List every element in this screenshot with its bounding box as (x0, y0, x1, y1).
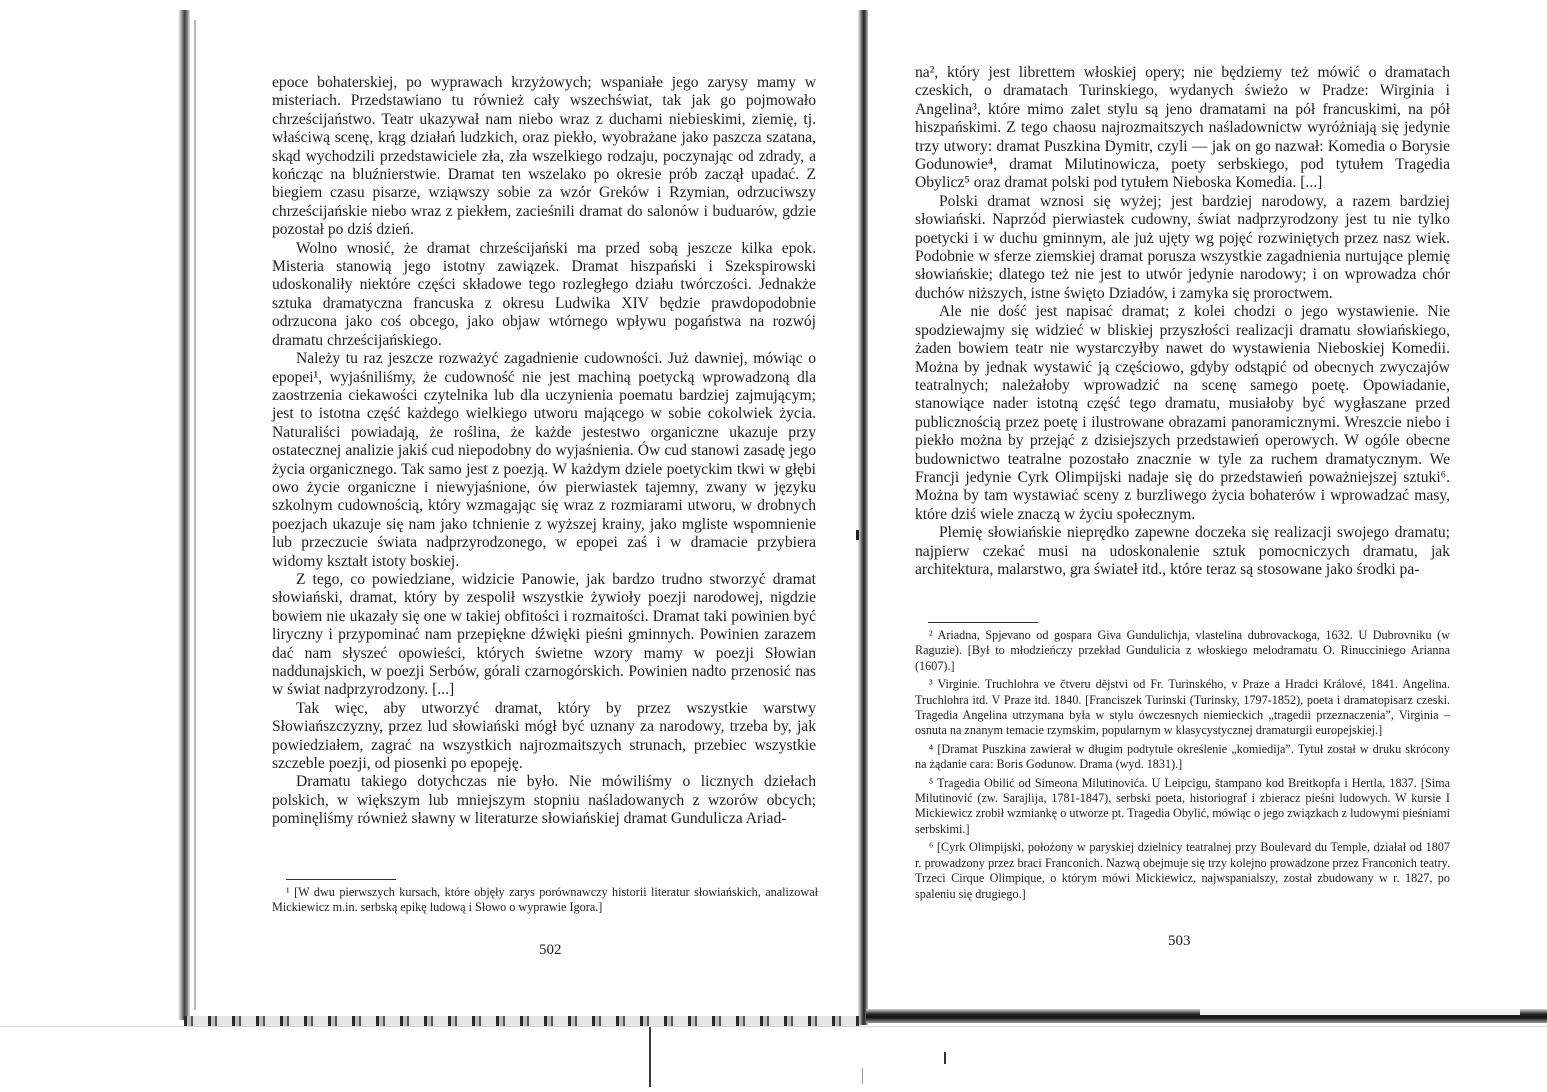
paragraph: Należy tu raz jeszcze rozważyć zagadnienie cudowności. Już dawniej, mówiąc o epopei¹, wyjaśniliśmy, że cudowność nie jest machiną poetycką wprowadzoną dla zaostrzenia ciekawości czytelnika lub dla uczynienia poematu bardziej zajmującym; jest to istotna część każdego wielkiego utworu mającego w sobie cokolwiek życia. Naturaliści powiadają, że roślina, że każde jestestwo organiczne ukazuje przy ostatecznej analizie jakiś cud niepodobny do wyjaśnienia. Ów cud stanowi zasadę jego życia organicznego. Tak samo jest z poezją. W każdym dziele poetyckim tkwi w głębi owo życie organiczne i niewyjaśnione, ów pierwiastek tajemny, zwany w języku szkolnym cudownością, który wzmagając się wraz z rozmiarami utworu, w drobnych poezjach ukazuje się nam jako tchnienie z wyższej krainy, jako mgliste wspomnienie lub przeczucie świata nadprzyrodzonego, w epopei zaś i w dramacie przybiera widomy kształt istoty boskiej. (272, 350, 816, 570)
paragraph: na², który jest librettem włoskiej opery; nie będziemy też mówić o dramatach czeskich, o dramatach Turinskiego, wydanych świeżo w Pradze: Wirginia i Angelina³, które mimo zalet stylu są jeno dramatami na pół francuskimi, na pół hiszpańskimi. Z tego chaosu najrozmaitszych naśladownictw wyróżniają się jedynie trzy utwory: dramat Puszkina Dymitr, czyli — jak on go nazwał: Komedia o Borysie Godunowie⁴, dramat Milutinowicza, poety serbskiego, pod tytułem Tragedia Obylicz⁵ oraz dramat polski pod tytułem Nieboska Komedia. [...] (915, 64, 1450, 192)
footnote: ¹ [W dwu pierwszych kursach, które objęły zarys porównawczy historii literatur słowiańskich, analizował Mickiewicz m.in. serbską epikę ludową i Słowo o wyprawie Igora.] (272, 885, 818, 915)
paragraph: Tak więc, aby utworzyć dramat, który by przez wszystkie warstwy Słowiańszczyzny, przez lud słowiański mógł być uznany za narodowy, trzeba by, jak powiedziałem, zagrać na wszystkich najrozmaitszych strunach, przebiec wszystkie szczeble poezji, od piosenki po epopeję. (272, 699, 816, 773)
footnote: ⁶ [Cyrk Olimpijski, położony w paryskiej dzielnicy teatralnej przy Boulevard du Temple, działał od 1807 r. prowadzony przez braci Franconich. Nazwą obejmuje się trzy kolejno prowadzone przez Franconich teatry. Trzeci Cirque Olimpique, o którym mówi Mickiewicz, najwspanialszy, został zbudowany w r. 1827, po spaleniu się drugiego.] (915, 840, 1450, 901)
footnote: ³ Virginie. Truchlohra ve čtveru dějstvi od Fr. Turinského, v Praze a Hradci Králové, 1841. Angelina. Truchlohra itd. V Praze itd. 1840. [Franciszek Turinski (Turinsky, 1797-1852), poeta i dramatopisarz czeski. Tragedia Angelina utrzymana była w stylu ówczesnych niemieckich „tragedii przeznaczenia”, Virginia – osnuta na znanym temacie rzymskim, popularnym w klasycystycznej dramaturgii europejskiej.] (915, 677, 1450, 738)
right-page-body (915, 64, 1450, 579)
paragraph: Dramatu takiego dotychczas nie było. Nie mówiliśmy o licznych dziełach polskich, w większym lub mniejszym stopniu naśladowanych z wzorów obcych; pominęliśmy również sławny w literaturze słowiańskiej dramat Gundulicza Ariad- (272, 773, 816, 828)
footnote: ⁵ Tragedia Obilić od Simeona Milutinovića. U Leipcigu, štampano kod Breitkopfa i Hertla, 1837. [Sima Milutinović (zw. Sarajlija, 1781-1847), serbski poeta, historiograf i zbieracz pieśni ludowych. W kursie I Mickiewicz zrobił wzmiankę o utworze pt. Tragedia Obylić, mówiąc o jego związkach z ludowymi pieśniami serbskimi.] (915, 775, 1450, 836)
footnote: ⁴ [Dramat Puszkina zawierał w długim podtytule określenie „komiedija”. Tytuł został w druku skrócony na żądanie cara: Boris Godunow. Drama (wyd. 1831).] (915, 741, 1450, 772)
gutter-mark (856, 530, 859, 540)
paragraph: epoce bohaterskiej, po wyprawach krzyżowych; wspaniałe jego zarysy mamy w misteriach. Przedstawiano tu również cały wszechświat, tak jak go pojmowało chrześcijaństwo. Teatr ukazywał nam niebo wraz z duchami niebieskimi, ziemię, tj. właściwą scenę, krąg działań ludzkich, oraz piekło, wyobrażane jako paszcza szatana, skąd wychodzili przedstawiciele zła, zła wszelkiego rodzaju, poczynając od zdrady, a kończąc na bluźnierstwie. Dramat ten wszelako po okresie prób zaczął upadać. Z biegiem czasu pisarze, wziąwszy sobie za wzór Greków i Rzymian, odrzuciwszy chrześcijańskie niebo wraz z piekłem, zacieśnili dramat do salonów i buduarów, gdzie pozostał po dziś dzień. (272, 74, 816, 239)
scan-bottom-edge-highlight (1200, 1009, 1520, 1015)
scan-bottom-vertical-line (649, 1027, 651, 1087)
scan-bottom-dash (862, 1068, 863, 1084)
scan-bottom-tick (944, 1052, 946, 1064)
page-number: 503 (1168, 933, 1191, 949)
footnote: ² Ariadna, Spjevano od gospara Giva Gundulichja, vlastelina dubrovackoga, 1632. U Dubrovniku (w Raguzie). [Był to młodzieńczy przekład Gundulicia z włoskiego melodramatu O. Rinucciniego Arianna (1607).] (915, 628, 1450, 673)
paragraph: Polski dramat wznosi się wyżej; jest bardziej narodowy, a razem bardziej słowiański. Naprzód pierwiastek cudowny, świat nadprzyrodzony jest tu nie tylko poetycki i w duchu gminnym, ale już ujęty wg pojęć rozwiniętych przez nasz wiek. Podobnie w sferze ziemskiej dramat porusza wszystkie zagadnienia nurtujące plemię słowiańskie; dlatego też nie jest to utwór jedynie narodowy; i on wprowadza chór duchów niższych, istne święto Dziadów, i zamyka się proroctwem. (915, 192, 1450, 302)
paragraph: Ale nie dość jest napisać dramat; z kolei chodzi o jego wystawienie. Nie spodziewajmy się widzieć w bliskiej przyszłości realizacji dramatu słowiańskiego, żaden bowiem teatr nie wystarczyłby nawet do wystawienia Nieboskiej Komedii. Można by jednak wystawić ją częściowo, gdyby odstąpić od obecnych zwyczajów teatralnych; należałoby wprowadzić na scenę samego poetę. Opowiadanie, stanowiące nader istotną część tego dramatu, musiałoby być wygłaszane przed publicznością przez poetę i ilustrowane obrazami panoramicznymi. Wreszcie niebo i piekło można by przejąć z dzisiejszych przedstawień operowych. W ogóle obecne budownictwo teatralne pozostało znacznie w tyle za ruchem dramatycznym. We Francji jedynie Cyrk Olimpijski nadaje się do przedstawień poważniejszej sztuki⁶. Można by tam wystawiać sceny z burzliwego życia bohaterów i wprowadzać masy, które dziś wiele znaczą w życiu społecznym. (915, 303, 1450, 523)
paragraph: Plemię słowiańskie nieprędko zapewne doczeka się realizacji swojego dramatu; najpierw czekać musi na udoskonalenie sztuk pomocniczych dramatu, jak architektura, malarstwo, gra świateł itd., które teraz są stosowane jako środki pa- (915, 524, 1450, 578)
scan-left-edge (178, 10, 190, 1020)
book-gutter (858, 10, 868, 1025)
paragraph: Z tego, co powiedziane, widzicie Panowie, jak bardzo trudno stworzyć dramat słowiański, dramat, który by zespolił wszystkie żywioły poezji narodowej, nigdzie bowiem nie ukazały się one w takiej obfitości i rozmaitości. Dramat taki powinien być liryczny i przypominać nam przepiękne dźwięki pieśni gminnych. Powinien zarazem dać nam słyszeć opowieści, których świetne wzory mamy w poezji Słowian naddunajskich, w poezji Serbów, górali czarnogórskich. Powinien nadto przenosić nas w świat nadprzyrodzony. [...] (272, 570, 816, 699)
scan-bottom-edge-left (184, 1016, 860, 1026)
right-page-footnotes (915, 628, 1450, 902)
left-page-body (272, 74, 816, 829)
scan-left-edge-line (194, 20, 196, 1010)
left-page-footnotes (272, 885, 818, 916)
page-number: 502 (539, 942, 562, 958)
scan-bottom-line (0, 1026, 1547, 1027)
footnote-rule (286, 879, 396, 880)
paragraph: Wolno wnosić, że dramat chrześcijański ma przed sobą jeszcze kilka epok. Misteria stanowią jego istotny zawiązek. Dramat hiszpański i Szekspirowski udoskonaliły niektóre części składowe tego rozległego działu twórczości. Jednakże sztuka dramatyczna francuska z okresu Ludwika XIV będzie prawdopodobnie odrzucona jako coś obcego, jako objaw wtórnego wpływu pogaństwa na rozwój dramatu chrześcijańskiego. (272, 239, 816, 349)
footnote-rule (928, 622, 1038, 623)
